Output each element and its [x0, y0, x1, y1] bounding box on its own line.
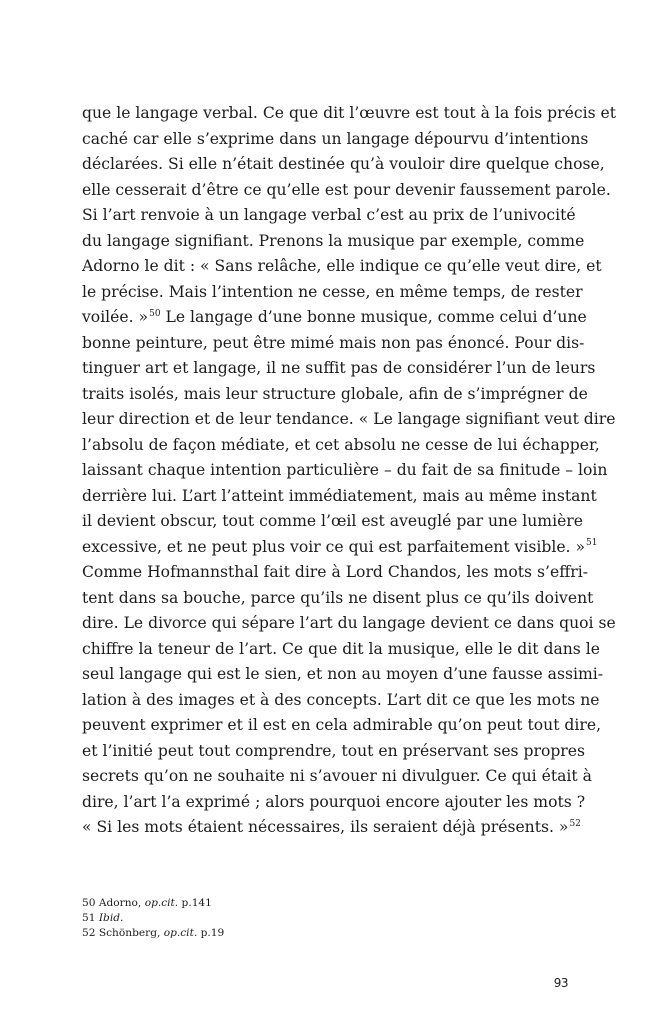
footnote-author: Schönberg, [98, 927, 161, 939]
text-line: il devient obscur, tout comme l’œil est aveuglé par une lumière [82, 512, 583, 530]
text-line: Adorno le dit : « Sans relâche, elle indique ce qu’elle veut dire, et [82, 257, 602, 275]
text-line: déclarées. Si elle n’était destinée qu’à vouloir dire quelque chose, [82, 155, 605, 173]
text-line: leur direction et de leur tendance. « Le langage signifiant veut dire [82, 410, 616, 428]
text-line: elle cesserait d’être ce qu’elle est pour devenir faussement parole. [82, 180, 611, 199]
text-line: bonne peinture, peut être mimé mais non pas énoncé. Pour dis- [82, 333, 585, 352]
footnote-page: p.19 [200, 927, 225, 939]
text-line: tinguer art et langage, il ne suffit pas de considérer l’un de leurs [82, 359, 596, 377]
text-line [82, 815, 581, 841]
text-line: traits isolés, mais leur structure globale, afin de s’imprégner de [82, 384, 588, 403]
footnote-number: 51 [82, 912, 96, 924]
text-line: le précise. Mais l’intention ne cesse, en même temps, de rester [82, 282, 583, 301]
text-line: chiffre la teneur de l’art. Ce que dit la musique, elle le dit dans le [82, 639, 600, 658]
text-line [82, 535, 598, 561]
text-line: du langage signifiant. Prenons la musique par exemple, comme [82, 231, 585, 250]
footnote-number: 52 [82, 927, 96, 939]
footnote-page: p.141 [181, 897, 212, 909]
text-line: Comme Hofmannsthal fait dire à Lord Chandos, les mots s’effri- [82, 563, 588, 581]
footnote-author: Adorno, [98, 897, 142, 909]
footnote-ref: op.cit. [163, 927, 198, 939]
text-line: et l’initié peut tout comprendre, tout en préservant ses propres [82, 741, 585, 760]
text-line: seul langage qui est le sien, et non au moyen d’une fausse assimi- [82, 665, 603, 683]
text-segment: excessive, et ne peut plus voir ce qui est parfaitement visible. » [82, 537, 585, 556]
footnote-ref-52: 52 [569, 818, 581, 829]
text-line: lation à des images et à des concepts. L’art dit ce que les mots ne [82, 690, 600, 709]
text-line: Si l’art renvoie à un langage verbal c’est au prix de l’univocité [82, 206, 576, 224]
text-line: l’absolu de façon médiate, et cet absolu ne cesse de lui échapper, [82, 435, 600, 454]
text-line: peuvent exprimer et il est en cela admirable qu’on peut tout dire, [82, 716, 602, 734]
text-line: laissant chaque intention particulière – du fait de sa finitude – loin [82, 461, 608, 479]
footnote-number: 50 [82, 897, 96, 909]
body-text [82, 101, 617, 841]
footnote-ref: Ibid. [98, 912, 124, 924]
text-line: dire, l’art l’a exprimé ; alors pourquoi encore ajouter les mots ? [82, 792, 586, 811]
text-line: que le langage verbal. Ce que dit l’œuvre est tout à la fois précis et [82, 104, 617, 122]
text-line: caché car elle s’exprime dans un langage dépourvu d’intentions [82, 129, 589, 148]
footnote-52 [82, 926, 568, 941]
footnote-50 [82, 896, 568, 911]
footnote-ref: op.cit. [144, 897, 179, 909]
text-line: tent dans sa bouche, parce qu’ils ne disent plus ce qu’ils doivent [82, 588, 594, 607]
footnotes [82, 896, 568, 941]
text-line: derrière lui. L’art l’atteint immédiatement, mais au même instant [82, 486, 597, 505]
text-line: dire. Le divorce qui sépare l’art du langage devient ce dans quoi se [82, 614, 616, 632]
footnote-51 [82, 911, 568, 926]
text-line [82, 305, 587, 331]
text-line: secrets qu’on ne souhaite ni s’avouer ni divulguer. Ce qui était à [82, 767, 592, 785]
footnote-ref-51: 51 [586, 538, 598, 549]
text-segment: voilée. » [82, 308, 149, 326]
page-number: 93 [553, 976, 568, 990]
text-segment: Le langage d’une bonne musique, comme celui d’une [165, 308, 587, 326]
text-segment: « Si les mots étaient nécessaires, ils seraient déjà présents. » [82, 818, 569, 836]
footnote-ref-50: 50 [149, 308, 161, 319]
